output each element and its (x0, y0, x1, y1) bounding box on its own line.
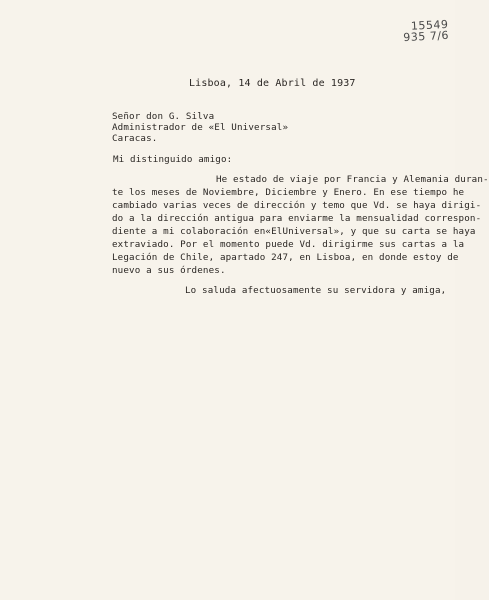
recipient-title: Administrador de «El Universal» (112, 122, 289, 133)
body-line: Legación de Chile, apartado 247, en Lisboa, en donde estoy de (112, 252, 459, 263)
body-line: He estado de viaje por Francia y Alemania duran- (216, 174, 489, 185)
archive-number (403, 19, 450, 43)
body-line: extraviado. Por el momento puede Vd. dirigirme sus cartas a la (112, 239, 465, 250)
recipient-name: Señor don G. Silva (112, 111, 215, 122)
archive-number-line-2: 935 7/6 (403, 28, 450, 45)
greeting: Mi distinguido amigo: (113, 154, 233, 165)
archive-number-line-1: 15549 (410, 17, 450, 33)
recipient-city: Caracas. (112, 133, 158, 144)
closing: Lo saluda afectuosamente su servidora y amiga, (185, 285, 447, 296)
body-line: diente a mi colaboración en«ElUniversal», y que su carta se haya (112, 226, 476, 237)
letter-date: Lisboa, 14 de Abril de 1937 (189, 78, 356, 89)
body-line: te los meses de Noviembre, Diciembre y Enero. En ese tiempo he (112, 187, 465, 198)
body-line: nuevo a sus órdenes. (112, 265, 226, 276)
body-line: do a la dirección antigua para enviarme la mensualidad correspon- (112, 213, 482, 224)
body-line: cambiado varias veces de dirección y temo que Vd. se haya dirigi- (112, 200, 482, 211)
